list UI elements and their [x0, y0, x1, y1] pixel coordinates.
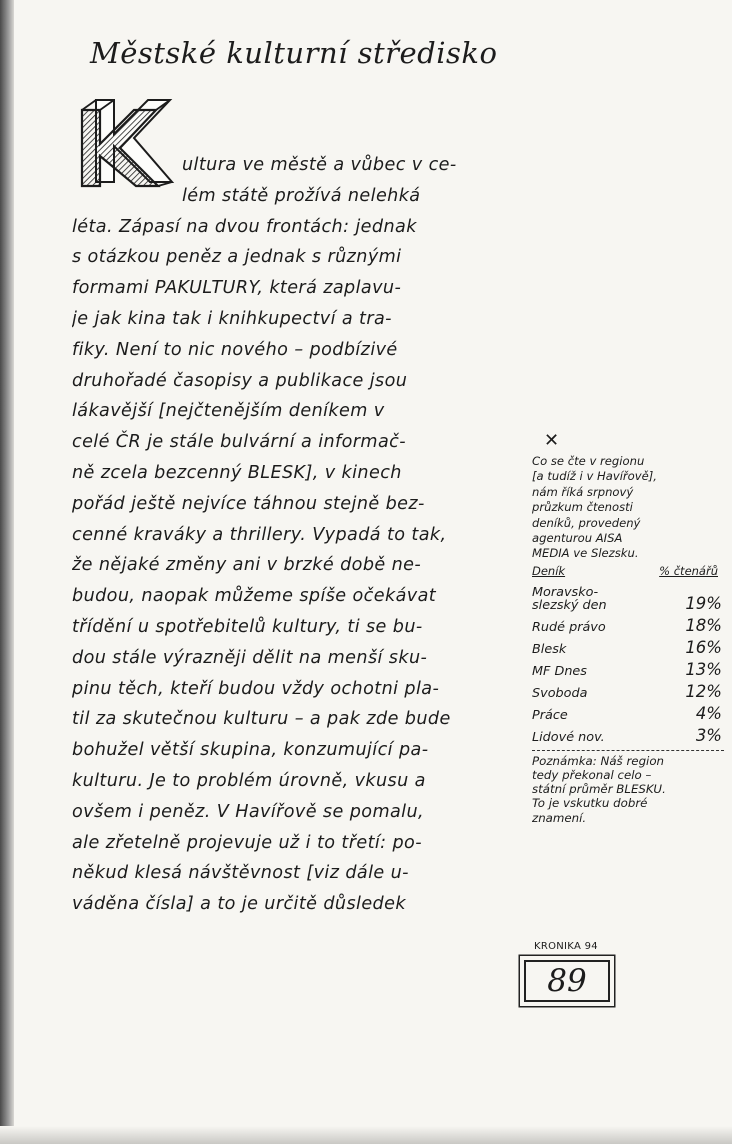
footnote-line: Poznámka: Náš region [532, 753, 665, 768]
newspaper-name: Moravsko- slezský den [532, 584, 607, 614]
note-line: Co se čte v regionu [532, 454, 645, 468]
note-line: [a tudíž i v Havířově], [532, 469, 657, 484]
table-row [532, 660, 722, 679]
text-line: druhořadé časopisy a publikace jsou [72, 370, 408, 391]
text-line: lém státě prožívá nelehká [182, 185, 421, 206]
divider [532, 750, 724, 751]
readership-sidebar [532, 428, 730, 825]
text-line: ně zcela bezcenný BLESK], v kinech [72, 462, 402, 483]
text-line: bohužel větší skupina, konzumující pa- [72, 740, 429, 761]
readership-percent: 3% [695, 725, 722, 745]
readership-percent: 16% [685, 637, 722, 657]
text-line: léta. Zápasí na dvou frontách: jednak [72, 216, 417, 237]
col-title: Deník [532, 563, 566, 578]
newspaper-name: Lidové nov. [532, 730, 605, 746]
table-row [532, 638, 722, 657]
text-line: někud klesá návštěvnost [viz dále u- [72, 863, 409, 884]
readership-percent: 19% [685, 593, 722, 613]
text-line: kulturu. Je to problém úrovně, vkusu a [72, 770, 426, 791]
text-line: celé ČR je stále bulvární a informač- [72, 432, 406, 453]
text-line: s otázkou peněz a jednak s různými [72, 247, 402, 268]
newspaper-name: Rudé právo [532, 620, 606, 636]
asterisk-mark: ✕ [544, 430, 560, 451]
text-line: fiky. Není to nic nového – podbízivé [72, 339, 398, 360]
newspaper-name: Práce [532, 708, 568, 724]
kronika-label: KRONIKA 94 [534, 941, 598, 952]
sidebar-note [532, 454, 730, 562]
table-row [532, 586, 722, 613]
page-number: 89 [524, 960, 610, 1002]
text-line: ale zřetelně projevuje už i to třetí: po- [72, 832, 422, 853]
table-row [532, 704, 722, 723]
text-line: budou, naopak můžeme spíše očekávat [72, 586, 437, 607]
note-line: průzkum čtenosti [532, 500, 633, 515]
text-line: formami PAKULTURY, která zaplavu- [72, 278, 402, 299]
text-line: cenné kraváky a thrillery. Vypadá to tak, [72, 524, 447, 545]
readership-percent: 13% [685, 659, 722, 679]
note-line: MEDIA ve Slezsku. [532, 546, 639, 561]
footnote-line: tedy překonal celo – [532, 768, 652, 783]
text-line: dou stále výrazněji dělit na menší sku- [72, 647, 428, 668]
text-line: lákavější [nejčtenějším deníkem v [72, 401, 385, 422]
text-line: je jak kina tak i knihkupectví a tra- [72, 308, 392, 329]
page-title: Městské kulturní středisko [90, 36, 498, 70]
page-bottom-edge [0, 1126, 732, 1144]
table-row [532, 726, 722, 745]
readership-percent: 12% [685, 681, 722, 701]
text-line: že nějaké změny ani v brzké době ne- [72, 555, 422, 576]
footnote [532, 754, 730, 825]
table-row [532, 682, 722, 701]
text-line: pinu těch, kteří budou vždy ochotni pla- [72, 678, 440, 699]
newspaper-name: Svoboda [532, 686, 588, 702]
readership-percent: 18% [685, 615, 722, 635]
newspaper-name: MF Dnes [532, 664, 587, 680]
footnote-line: znamení. [532, 810, 587, 825]
text-line: třídění u spotřebitelů kultury, ti se bu- [72, 616, 423, 637]
text-line: ovšem i peněz. V Havířově se pomalu, [72, 801, 424, 822]
table-header [532, 564, 718, 578]
note-line: deníků, provedený [532, 515, 641, 530]
text-line: pořád ještě nejvíce táhnou stejně bez- [72, 493, 425, 514]
text-line: til za skutečnou kulturu – a pak zde bude [72, 709, 451, 730]
col-share: % čtenářů [659, 563, 718, 578]
main-text [72, 150, 524, 920]
footnote-line: To je vskutku dobré [532, 796, 648, 811]
note-line: agenturou AISA [532, 531, 623, 546]
readership-percent: 4% [695, 703, 722, 723]
footnote-line: státní průměr BLESKU. [532, 782, 666, 797]
page-binding-edge [0, 0, 14, 1144]
text-line: ultura ve městě a vůbec v ce- [182, 155, 457, 175]
table-row [532, 616, 722, 635]
readership-table [532, 586, 722, 745]
text-line: váděna čísla] a to je určitě důsledek [72, 894, 406, 915]
note-line: nám říká srpnový [532, 484, 634, 499]
newspaper-name: Blesk [532, 642, 567, 658]
